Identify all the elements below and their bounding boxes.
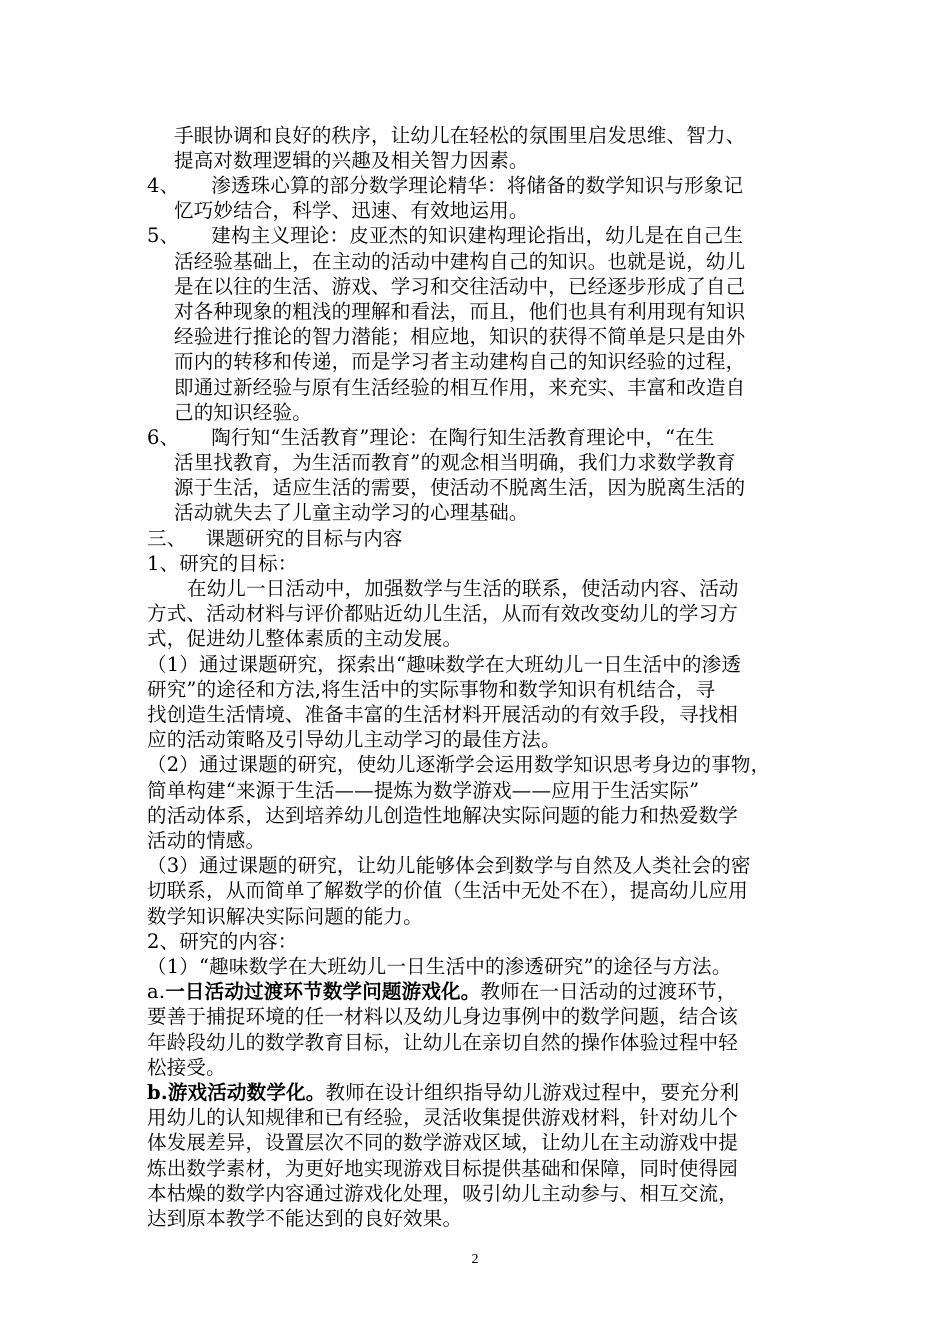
text-line: 达到原本教学不能达到的良好效果。 xyxy=(147,1207,463,1230)
text-line: （2）通过课题的研究，使幼儿逐渐学会运用数学知识思考身边的事物， xyxy=(147,753,771,776)
text-line: 找创造生活情境、准备丰富的生活材料开展活动的有效手段，寻找相 xyxy=(147,703,739,726)
item-marker-b: b. xyxy=(147,1081,168,1104)
text-line: 活经验基础上，在主动的活动中建构自己的知识。也就是说，幼儿 xyxy=(174,250,746,273)
text-line: 炼出数学素材，为更好地实现游戏目标提供基础和保障，同时使得园 xyxy=(147,1157,739,1180)
text-line: 活里找教育，为生活而教育”的观念相当明确，我们力求数学教育 xyxy=(174,451,736,474)
page-number: 2 xyxy=(471,1252,479,1267)
text-line: 在幼儿一日活动中，加强数学与生活的联系，使活动内容、活动 xyxy=(187,577,739,600)
text-line: 用幼儿的认知规律和已有经验，灵活收集提供游戏材料，针对幼儿个 xyxy=(147,1106,739,1129)
text-line: 年龄段幼儿的数学教育目标，让幼儿在亲切自然的操作体验过程中轻 xyxy=(147,1031,739,1054)
text-line: 提高对数理逻辑的兴趣及相关智力因素。 xyxy=(174,149,529,172)
text-line: 体发展差异，设置层次不同的数学游戏区域，让幼儿在主动游戏中提 xyxy=(147,1131,739,1154)
text-line: 活动的情感。 xyxy=(147,829,266,852)
text-line xyxy=(147,980,737,1004)
text-line: 己的知识经验。 xyxy=(174,401,312,424)
bold-heading-b: 游戏活动数学化。 xyxy=(167,1081,326,1104)
text-line: 经验进行推论的智力潜能；相应地，知识的获得不简单是只是由外 xyxy=(174,325,746,348)
item-marker-a: a. xyxy=(147,980,166,1003)
text-line: 对各种现象的粗浅的理解和看法，而且，他们也具有利用现有知识 xyxy=(174,300,746,323)
subsection-heading: 2、研究的内容： xyxy=(147,930,298,953)
text-line: 是在以往的生活、游戏、学习和交往活动中，已经逐步形成了自己 xyxy=(174,275,746,298)
text-line: 即通过新经验与原有生活经验的相互作用，来充实、丰富和改造自 xyxy=(174,376,746,399)
text-line: （1）通过课题研究，探索出“趣味数学在大班幼儿一日生活中的渗透 xyxy=(147,653,742,676)
text-line: 切联系，从而简单了解数学的价值（生活中无处不在），提高幼儿应用 xyxy=(147,879,748,902)
text-line: 应的活动策略及引导幼儿主动学习的最佳方法。 xyxy=(147,728,561,751)
bold-heading-a: 一日活动过渡环节数学问题游戏化。 xyxy=(165,980,481,1003)
text-line: 数学知识解决实际问题的能力。 xyxy=(147,905,423,928)
text-line: 而内的转移和传递，而是学习者主动建构自己的知识经验的过程， xyxy=(174,350,746,373)
text-line: （3）通过课题的研究，让幼儿能够体会到数学与自然及人类社会的密 xyxy=(147,854,751,877)
section-heading: 三、 课题研究的目标与内容 xyxy=(147,527,403,550)
text-line: 方式、活动材料与评价都贴近幼儿生活，从而有效改变幼儿的学习方 xyxy=(147,602,739,625)
text-line: 式，促进幼儿整体素质的主动发展。 xyxy=(147,627,463,650)
list-item-6: 6、 陶行知“生活教育”理论：在陶行知生活教育理论中，“在生 xyxy=(147,426,715,449)
text-line: 本枯燥的数学内容通过游戏化处理，吸引幼儿主动参与、相互交流， xyxy=(147,1182,739,1205)
list-item-4: 4、 渗透珠心算的部分数学理论精华：将储备的数学知识与形象记 xyxy=(147,174,744,197)
text-line: 要善于捕捉环境的任一材料以及幼儿身边事例中的数学问题，结合该 xyxy=(147,1005,739,1028)
text-line: 简单构建“来源于生活——提炼为数学游戏——应用于生活实际” xyxy=(147,779,700,802)
text-line: 手眼协调和良好的秩序，让幼儿在轻松的氛围里启发思维、智力、 xyxy=(174,124,746,147)
text-line: 的活动体系，达到培养幼儿创造性地解决实际问题的能力和热爱数学 xyxy=(147,804,739,827)
text-line xyxy=(147,1081,739,1105)
text-line: 源于生活，适应生活的需要，使活动不脱离生活，因为脱离生活的 xyxy=(174,476,746,499)
text-line: 活动就失去了儿童主动学习的心理基础。 xyxy=(174,501,529,524)
text-line: 研究”的途径和方法,将生活中的实际事物和数学知识有机结合，寻 xyxy=(147,678,716,701)
list-item-5: 5、 建构主义理论：皮亚杰的知识建构理论指出，幼儿是在自己生 xyxy=(147,224,744,247)
subsection-heading: 1、研究的目标： xyxy=(147,552,298,575)
text-line: 松接受。 xyxy=(147,1056,226,1079)
text-line: （1）“趣味数学在大班幼儿一日生活中的渗透研究”的途径与方法。 xyxy=(147,955,732,978)
text-run: 教师在一日活动的过渡环节， xyxy=(480,980,737,1003)
text-line: 忆巧妙结合，科学、迅速、有效地运用。 xyxy=(174,199,529,222)
text-run: 教师在设计组织指导幼儿游戏过程中，要充分利 xyxy=(325,1081,740,1104)
